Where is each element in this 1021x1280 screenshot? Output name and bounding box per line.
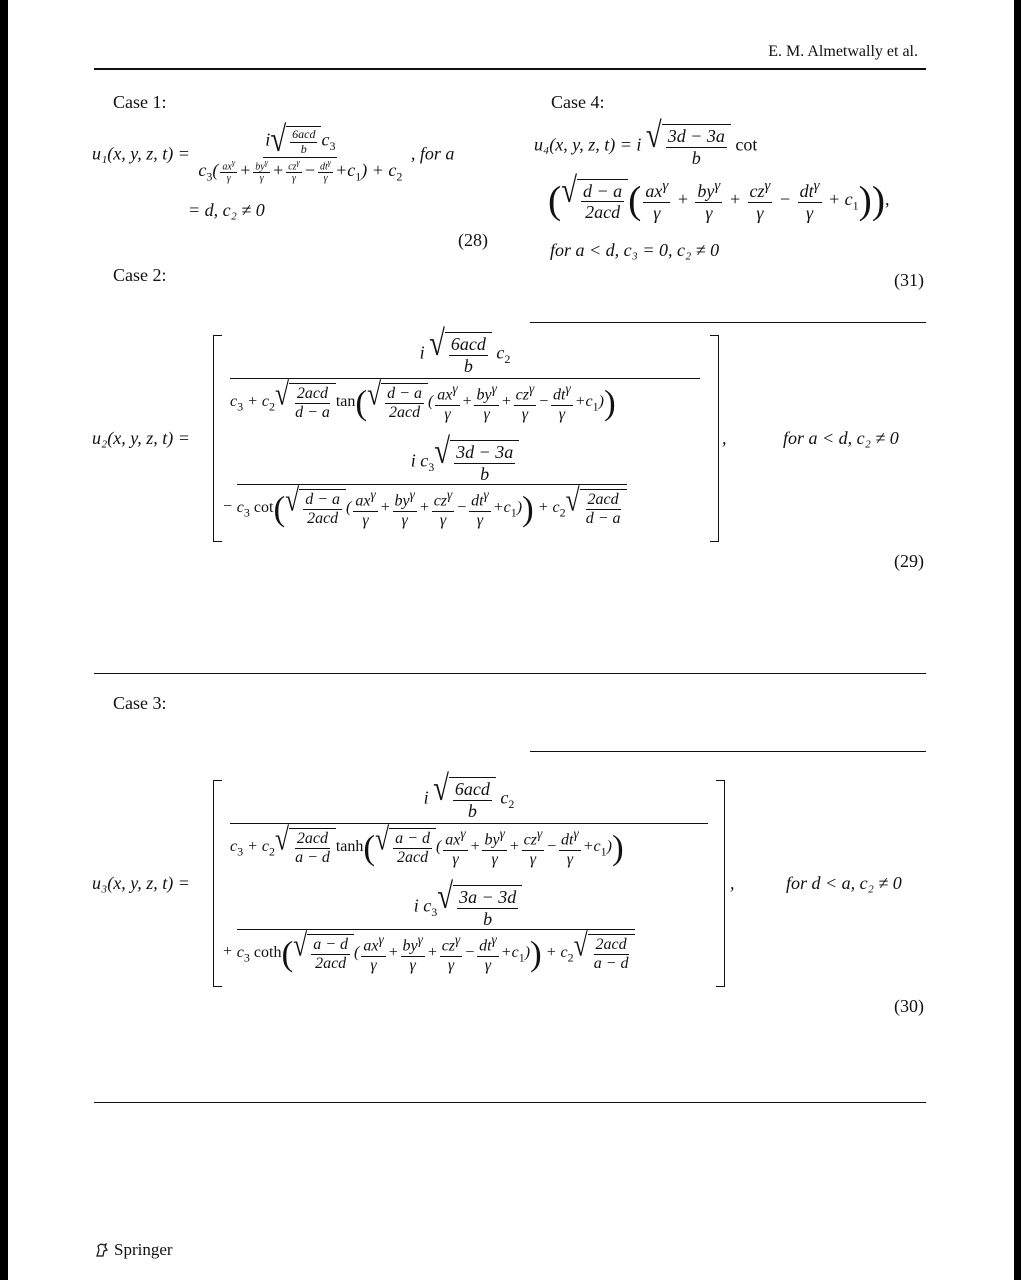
case-4-label: Case 4:: [551, 92, 605, 112]
eq30-right-bracket: [716, 780, 725, 987]
publisher-name: Springer: [114, 1240, 173, 1259]
eq30-left-bracket: [213, 780, 222, 987]
section-rule-1: [94, 673, 926, 674]
u2-lhs: u₂(x, y, z, t) =: [92, 428, 190, 448]
column-rule-2: [530, 751, 926, 752]
publisher-footer: [94, 1240, 173, 1260]
section-rule-2: [94, 1102, 926, 1103]
equation-31-line2: ( √ $\frac{d - a}{\text{2acd}}$ ( $\frac{ax^\gamma}{\gamma}$ + $\frac{by^\gamma}{\gamma}$ + $\frac{cz^\gamma}{\gamma}$ − $\frac{dt^\gamma}{\gamma}$ + $c_1$)),: [548, 170, 890, 223]
equation-28: u₁(x, y, z, t) = i √ $\frac{\text{6acd}}{b}$ $c_3$ $c_3$( $\frac{ax^\gamma}{\gamma}$ + $\frac{by^\gamma}{\gamma}$ + $\frac{cz^\gamma}{\gamma}$ − $\frac{dt^\gamma}{\gamma}$ $+c_1) + c_2$ , for a: [92, 119, 455, 185]
eq30-number: (30): [894, 996, 924, 1016]
equation-29-term2: i $c_3$ √ $\frac{3d - 3a}{b}$ − $c_3$ cot( √ $\frac{d - a}{\text{2acd}}$ ( $\frac{ax^\gamma}{\gamma}$ + $\frac{by^\gamma}{\gamma}$ + $\frac{cz^\gamma}{\gamma}$ − $\frac{dt^\gamma}{\gamma}$ $+c_1)) + c_2$ √ $\frac{\text{2acd}}{d - a}$: [222, 440, 708, 530]
column-rule-1: [530, 322, 926, 323]
u4-lhs: u₄(x, y, z, t) = i: [534, 134, 642, 155]
eq30-condition: for d < a, c₂ ≠ 0: [786, 873, 902, 893]
eq29-condition: for a < d, c₂ ≠ 0: [783, 428, 899, 448]
header-rule: [94, 68, 926, 70]
running-head-author: E. M. Almetwally et al.: [768, 43, 918, 60]
equation-31-line1: u₄(x, y, z, t) = i √ $\frac{3d - 3a}{b}$ cot: [534, 115, 758, 168]
equation-30-term2: i $c_3$ √ $\frac{3a - 3d}{b}$ + $c_3$ coth( √ $\frac{a - d}{\text{2acd}}$ ( $\frac{ax^\gamma}{\gamma}$ + $\frac{by^\gamma}{\gamma}$ + $\frac{cz^\gamma}{\gamma}$ − $\frac{dt^\gamma}{\gamma}$ $+c_1)) + c_2$ √ $\frac{\text{2acd}}{a - d}$: [222, 885, 714, 975]
eq29-right-bracket: [710, 335, 719, 542]
equation-29-term1: i √ $\frac{\text{6acd}}{b}$ $c_2$ $c_3 + c_2$ √ $\frac{\text{2acd}}{d - a}$ tan( √ $\frac{d - a}{\text{2acd}}$ ( $\frac{ax^\gamma}{\gamma}$ + $\frac{by^\gamma}{\gamma}$ + $\frac{cz^\gamma}{\gamma}$ − $\frac{dt^\gamma}{\gamma}$ $+c_1$)): [230, 332, 700, 424]
case-2-label: Case 2:: [113, 265, 167, 285]
case-1-label: Case 1:: [113, 92, 167, 112]
eq31-number: (31): [894, 270, 924, 290]
eq29-left-bracket: [213, 335, 222, 542]
page: E. M. Almetwally et al. Case 1: u₁(x, y, z, t) = i √ $\frac{\text{6acd}}{b}$ $c_3$ $c_3$( $\frac{ax^\gamma}{\gamma}$ + $\frac{by^\gamma}{\gamma}$ + $\frac{cz^\gamma}{\gamma}$ − $\frac{dt^\gamma}{\gamma}$ $+c_1) + c_2$ , for a = d, c₂ ≠ 0 (28) Case 4: u₄(x, y, z, t) = i √ $\frac{3d - 3a}{b}$ cot ( √ $\frac{d - a}{\text{2acd}}$ ( $\frac{ax^\gamma}{\gamma}$ + $\frac{by^\gamma}{\gamma}$ + $\frac{cz^\gamma}{\gamma}$ − $\frac{dt^\gamma}{\gamma}$ + $c_1$)), for a < d, c₃ = 0, c₂ ≠ 0 (31) Case 2: u₂(x, y, z, t) = i √ $\frac{\text{6acd}}{b}$ $c_2$ $c_3 + c_2$ √ $\frac{\text{2acd}}{d - a}$ tan( √ $\frac{d - a}{\text{2acd}}$ ( $\frac{ax^\gamma}{\gamma}$ + $\frac{by^\gamma}{\gamma}$ + $\frac{cz^\gamma}{\gamma}$ − $\frac{dt^\gamma}{\gamma}$ $+c_1$)) i $c_3$ √ $\frac{3d - 3a}{b}$ − $c_3$ cot( √ $\frac{d - a}{\text{2acd}}$ ( $\frac{ax^\gamma}{\gamma}$ + $\frac{by^\gamma}{\gamma}$ + $\frac{cz^\gamma}{\gamma}$ − $\frac{dt^\gamma}{\gamma}$ $+c_1)) + c_2$ √ $\frac{\text{2acd}}{d - a}$ , for a < d, c₂ ≠ 0 (29) Case 3: u₃(x, y, z, t) = i √ $\frac{\text{6acd}}{b}$ $c_2$ $c_3 + c_2$ √ $\frac{\text{2acd}}{a - d}$ tanh( √ $\frac{a - d}{\text{2acd}}$ ( $\frac{ax^\gamma}{\gamma}$ + $\frac{by^\gamma}{\gamma}$ + $\frac{cz^\gamma}{\gamma}$ − $\frac{dt^\gamma}{\gamma}$ $+c_1$)) i $c_3$ √ $\frac{3a - 3d}{b}$ + $c_3$ coth( √ $\frac{a - d}{\text{2acd}}$ ( $\frac{ax^\gamma}{\gamma}$ + $\frac{by^\gamma}{\gamma}$ + $\frac{cz^\gamma}{\gamma}$ − $\frac{dt^\gamma}{\gamma}$ $+c_1)) + c_2$ √ $\frac{\text{2acd}}{a - d}$ , for d < a, c₂ ≠ 0 (30) Springer: [8, 0, 1014, 1280]
eq28-number: (28): [458, 230, 488, 250]
eq29-number: (29): [894, 551, 924, 571]
u1-lhs: u₁(x, y, z, t) =: [92, 143, 190, 164]
springer-horse-icon: [94, 1242, 110, 1258]
u3-lhs: u₃(x, y, z, t) =: [92, 873, 190, 893]
eq28-condition-b: = d, c₂ ≠ 0: [188, 200, 265, 220]
eq31-condition: for a < d, c₃ = 0, c₂ ≠ 0: [550, 240, 720, 260]
eq28-condition-a: , for a: [410, 143, 455, 164]
equation-30-term1: i √ $\frac{\text{6acd}}{b}$ $c_2$ $c_3 + c_2$ √ $\frac{\text{2acd}}{a - d}$ tanh( √ $\frac{a - d}{\text{2acd}}$ ( $\frac{ax^\gamma}{\gamma}$ + $\frac{by^\gamma}{\gamma}$ + $\frac{cz^\gamma}{\gamma}$ − $\frac{dt^\gamma}{\gamma}$ $+c_1$)): [230, 777, 708, 869]
case-3-label: Case 3:: [113, 693, 167, 713]
